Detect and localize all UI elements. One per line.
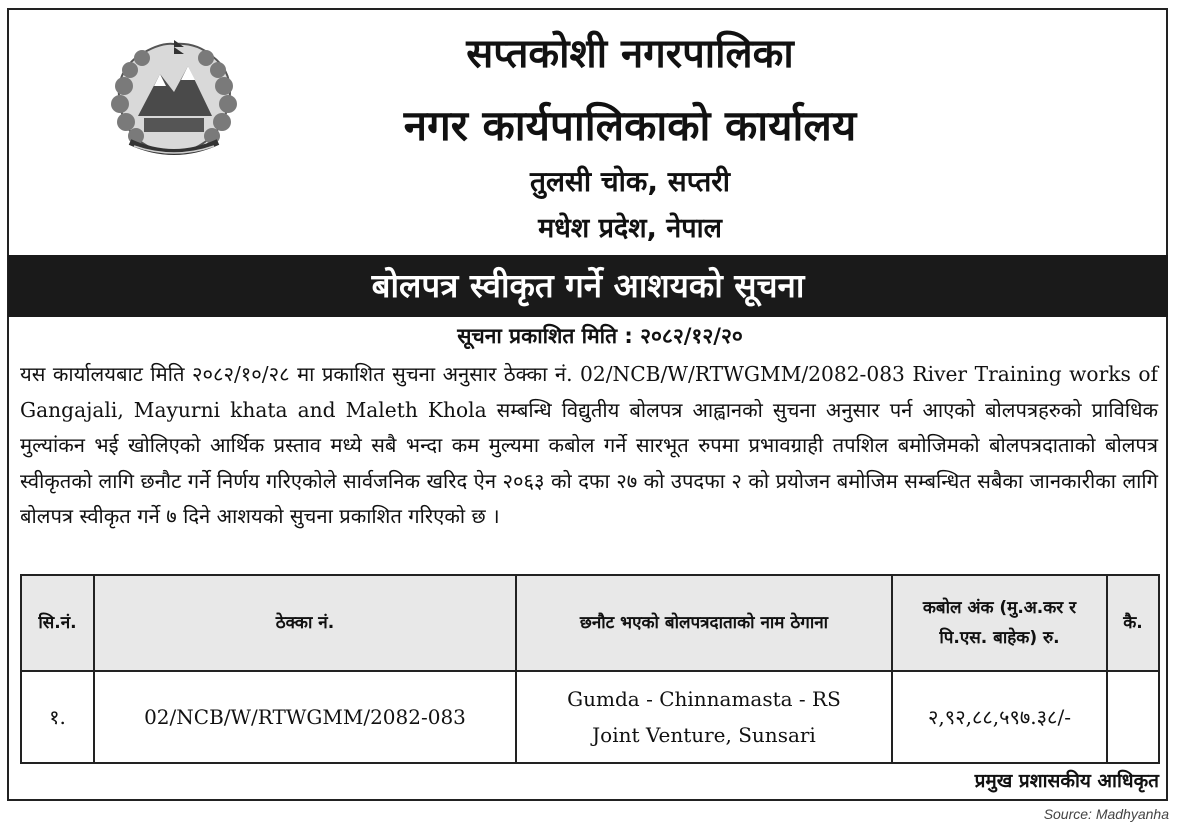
- notice-title: बोलपत्र स्वीकृत गर्ने आशयको सूचना: [371, 266, 805, 305]
- address-line-1: तुलसी चोक, सप्तरी: [529, 165, 730, 198]
- cell-bidder-name: Gumda - Chinnamasta - RS Joint Venture, Sunsari: [516, 671, 892, 763]
- header-bidder-name: छनौट भएको बोलपत्रदाताको नाम ठेगाना: [516, 575, 892, 671]
- published-date: सूचना प्रकाशित मिति : २०८२/१२/२०: [457, 324, 743, 348]
- office-name: सप्तकोशी नगरपालिका: [466, 31, 794, 77]
- cell-serial-no: १.: [21, 671, 94, 763]
- header-bid-amount: कबोल अंक (मु.अ.कर र पि.एस. बाहेक) रु.: [892, 575, 1107, 671]
- header-contract-no: ठेक्का नं.: [94, 575, 516, 671]
- tender-table: [20, 574, 1160, 764]
- table-header-row: [21, 575, 1159, 671]
- cell-bid-amount: २,९२,८८,५९७.३८/-: [892, 671, 1107, 763]
- header-remarks: कै.: [1107, 575, 1159, 671]
- header-serial-no: सि.नं.: [21, 575, 94, 671]
- source-credit: Source: Madhyanha: [1043, 806, 1169, 822]
- cell-contract-no: 02/NCB/W/RTWGMM/2082-083: [94, 671, 516, 763]
- table-row: [21, 671, 1159, 763]
- signatory: प्रमुख प्रशासकीय आधिकृत: [974, 770, 1159, 792]
- notice-title-banner: [8, 255, 1168, 317]
- office-subtitle: नगर कार्यपालिकाको कार्यालय: [403, 101, 857, 150]
- cell-remarks: [1107, 671, 1159, 763]
- nepal-government-emblem-icon: [100, 34, 248, 160]
- address-line-2: मधेश प्रदेश, नेपाल: [538, 213, 722, 244]
- notice-body: यस कार्यालयबाट मिति २०८२/१०/२८ मा प्रकाशित सुचना अनुसार ठेक्का नं. 02/NCB/W/RTWGMM/2082-083 River Training works of Gangajali, Mayurni khata and Maleth Khola सम्बन्धि विद्युतीय बोलपत्र आह्वानको सुचना अनुसार पर्न आएको बोलपत्रहरुको प्राविधिक मुल्यांकन भई खोलिएको आर्थिक प्रस्ताव मध्ये सबै भन्दा कम मुल्यमा कबोल गर्ने सारभूत रुपमा प्रभावग्राही तपशिल बमोजिमको बोलपत्रदाताको बोलपत्र स्वीकृतको लागि छनौट गर्ने निर्णय गरिएकोले सार्वजनिक खरिद ऐन २०६३ को दफा २७ को उपदफा २ को प्रयोजन बमोजिम सम्बन्धित सबैका जानकारीका लागि बोलपत्र स्वीकृत गर्ने ७ दिने आशयको सुचना प्रकाशित गरिएको छ ।: [20, 362, 1158, 529]
